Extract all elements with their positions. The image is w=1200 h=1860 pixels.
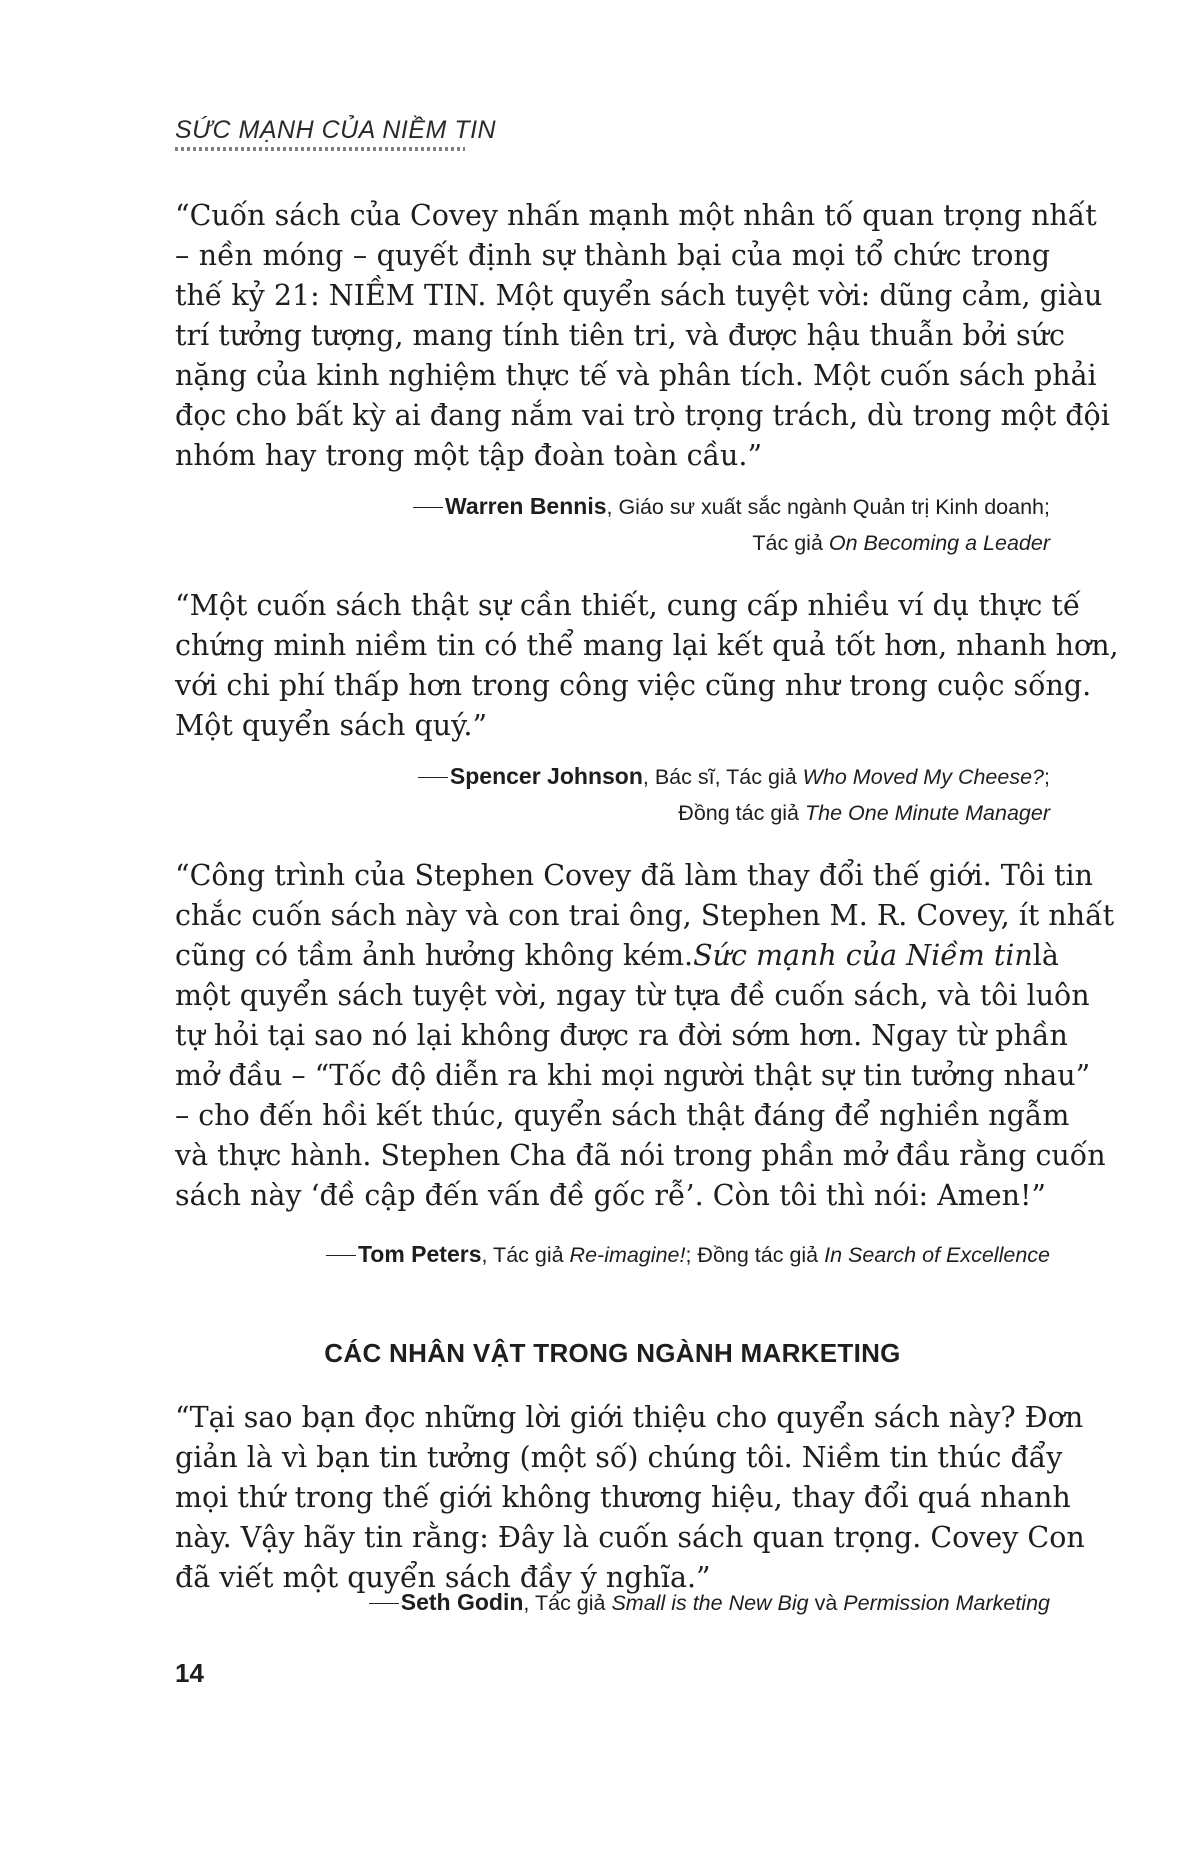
em-dash-rule — [326, 1255, 356, 1256]
attribution-bennis — [175, 488, 1050, 561]
em-dash-rule — [418, 777, 448, 778]
em-dash-rule — [413, 507, 443, 508]
quote-line: mở đầu – “Tốc độ diễn ra khi mọi người thật sự tin tưởng nhau” — [175, 1059, 1091, 1092]
author-title: ; Đồng tác giả — [685, 1243, 825, 1267]
quote-johnson — [175, 586, 1119, 746]
page-number: 14 — [175, 1658, 204, 1688]
attribution-line — [175, 795, 1050, 831]
quote-line: “Cuốn sách của Covey nhấn mạnh một nhân tố quan trọng nhất — [175, 199, 1097, 232]
quote-line: “Tại sao bạn đọc những lời giới thiệu cho quyển sách này? Đơn — [175, 1401, 1084, 1434]
quote-line: chứng minh niềm tin có thể mang lại kết quả tốt hơn, nhanh hơn, — [175, 629, 1119, 662]
em-dash-rule — [369, 1603, 399, 1604]
quote-line: “Công trình của Stephen Covey đã làm thay đổi thế giới. Tôi tin — [175, 859, 1093, 892]
quote-godin — [175, 1398, 1085, 1598]
quote-line: sách này ‘đề cập đến vấn đề gốc rễ’. Còn tôi thì nói: Amen!” — [175, 1179, 1046, 1212]
attr-prefix: Đồng tác giả — [678, 801, 805, 825]
attribution-line — [175, 1584, 1050, 1621]
book-title: Permission Marketing — [843, 1591, 1050, 1615]
attribution-godin — [175, 1584, 1050, 1621]
quote-line: nặng của kinh nghiệm thực tế và phân tích. Một cuốn sách phải — [175, 359, 1097, 392]
attribution-line — [175, 525, 1050, 561]
running-head: SỨC MẠNH CỦA NIỀM TIN — [175, 116, 497, 144]
author-title: , Bác sĩ, Tác giả — [642, 765, 803, 789]
attr-prefix: Tác giả — [752, 531, 829, 555]
author-name: Spencer Johnson — [449, 763, 643, 789]
book-title: In Search of Excellence — [824, 1243, 1050, 1267]
author-title: , Tác giả — [523, 1591, 612, 1615]
book-title: Small is the New Big — [611, 1591, 809, 1615]
attribution-peters — [175, 1236, 1050, 1273]
quote-line: Một quyển sách quý.” — [175, 709, 488, 742]
quote-line-end: là — [1032, 939, 1059, 972]
quote-line: – nền móng – quyết định sự thành bại của mọi tổ chức trong — [175, 239, 1050, 272]
author-title: , Giáo sư xuất sắc ngành Quản trị Kinh doanh; — [606, 495, 1050, 519]
quote-line-mixed — [175, 936, 1059, 976]
author-title: , Tác giả — [481, 1243, 570, 1267]
quote-line: trí tưởng tượng, mang tính tiên tri, và được hậu thuẫn bởi sức — [175, 319, 1065, 352]
attribution-line — [175, 758, 1050, 795]
punct: ; — [1044, 765, 1050, 789]
quote-line: thế kỷ 21: NIỀM TIN. Một quyển sách tuyệt vời: dũng cảm, giàu — [175, 279, 1103, 312]
quote-line: mọi thứ trong thế giới không thương hiệu, thay đổi quá nhanh — [175, 1481, 1071, 1514]
quote-line: này. Vậy hãy tin rằng: Đây là cuốn sách quan trọng. Covey Con — [175, 1521, 1085, 1554]
author-title: và — [808, 1591, 844, 1615]
book-title: On Becoming a Leader — [828, 531, 1050, 555]
author-name: Seth Godin — [400, 1589, 524, 1615]
section-heading: CÁC NHÂN VẬT TRONG NGÀNH MARKETING — [324, 1338, 901, 1368]
quote-line: chắc cuốn sách này và con trai ông, Stephen M. R. Covey, ít nhất — [175, 899, 1115, 932]
book-title: Re-imagine! — [569, 1243, 686, 1267]
attribution-johnson — [175, 758, 1050, 831]
author-name: Warren Bennis — [445, 493, 607, 519]
quote-line: với chi phí thấp hơn trong công việc cũng như trong cuộc sống. — [175, 669, 1092, 702]
quote-line: nhóm hay trong một tập đoàn toàn cầu.” — [175, 439, 763, 472]
quote-bennis — [175, 196, 1110, 476]
quote-line: một quyển sách tuyệt vời, ngay từ tựa đề cuốn sách, và tôi luôn — [175, 979, 1090, 1012]
author-name: Tom Peters — [357, 1241, 482, 1267]
quote-line: tự hỏi tại sao nó lại không được ra đời sớm hơn. Ngay từ phần — [175, 1019, 1068, 1052]
quote-line: – cho đến hồi kết thúc, quyển sách thật đáng để nghiền ngẫm — [175, 1099, 1070, 1132]
book-title: Who Moved My Cheese? — [802, 765, 1045, 789]
running-head-rule — [175, 147, 465, 151]
quote-peters — [175, 856, 1115, 1216]
book-title-inline: Sức mạnh của Niềm tin — [693, 939, 1033, 972]
book-title: The One Minute Manager — [805, 801, 1050, 825]
attribution-line — [175, 488, 1050, 525]
quote-line: “Một cuốn sách thật sự cần thiết, cung cấp nhiều ví dụ thực tế — [175, 589, 1081, 622]
attribution-line — [175, 1236, 1050, 1273]
quote-line: và thực hành. Stephen Cha đã nói trong phần mở đầu rằng cuốn — [175, 1139, 1106, 1172]
quote-line-start: cũng có tầm ảnh hưởng không kém. — [175, 939, 694, 972]
quote-line: giản là vì bạn tin tưởng (một số) chúng tôi. Niềm tin thúc đẩy — [175, 1441, 1063, 1474]
quote-line: đã viết một quyển sách đầy ý nghĩa.” — [175, 1561, 711, 1594]
quote-line: đọc cho bất kỳ ai đang nắm vai trò trọng trách, dù trong một đội — [175, 399, 1110, 432]
